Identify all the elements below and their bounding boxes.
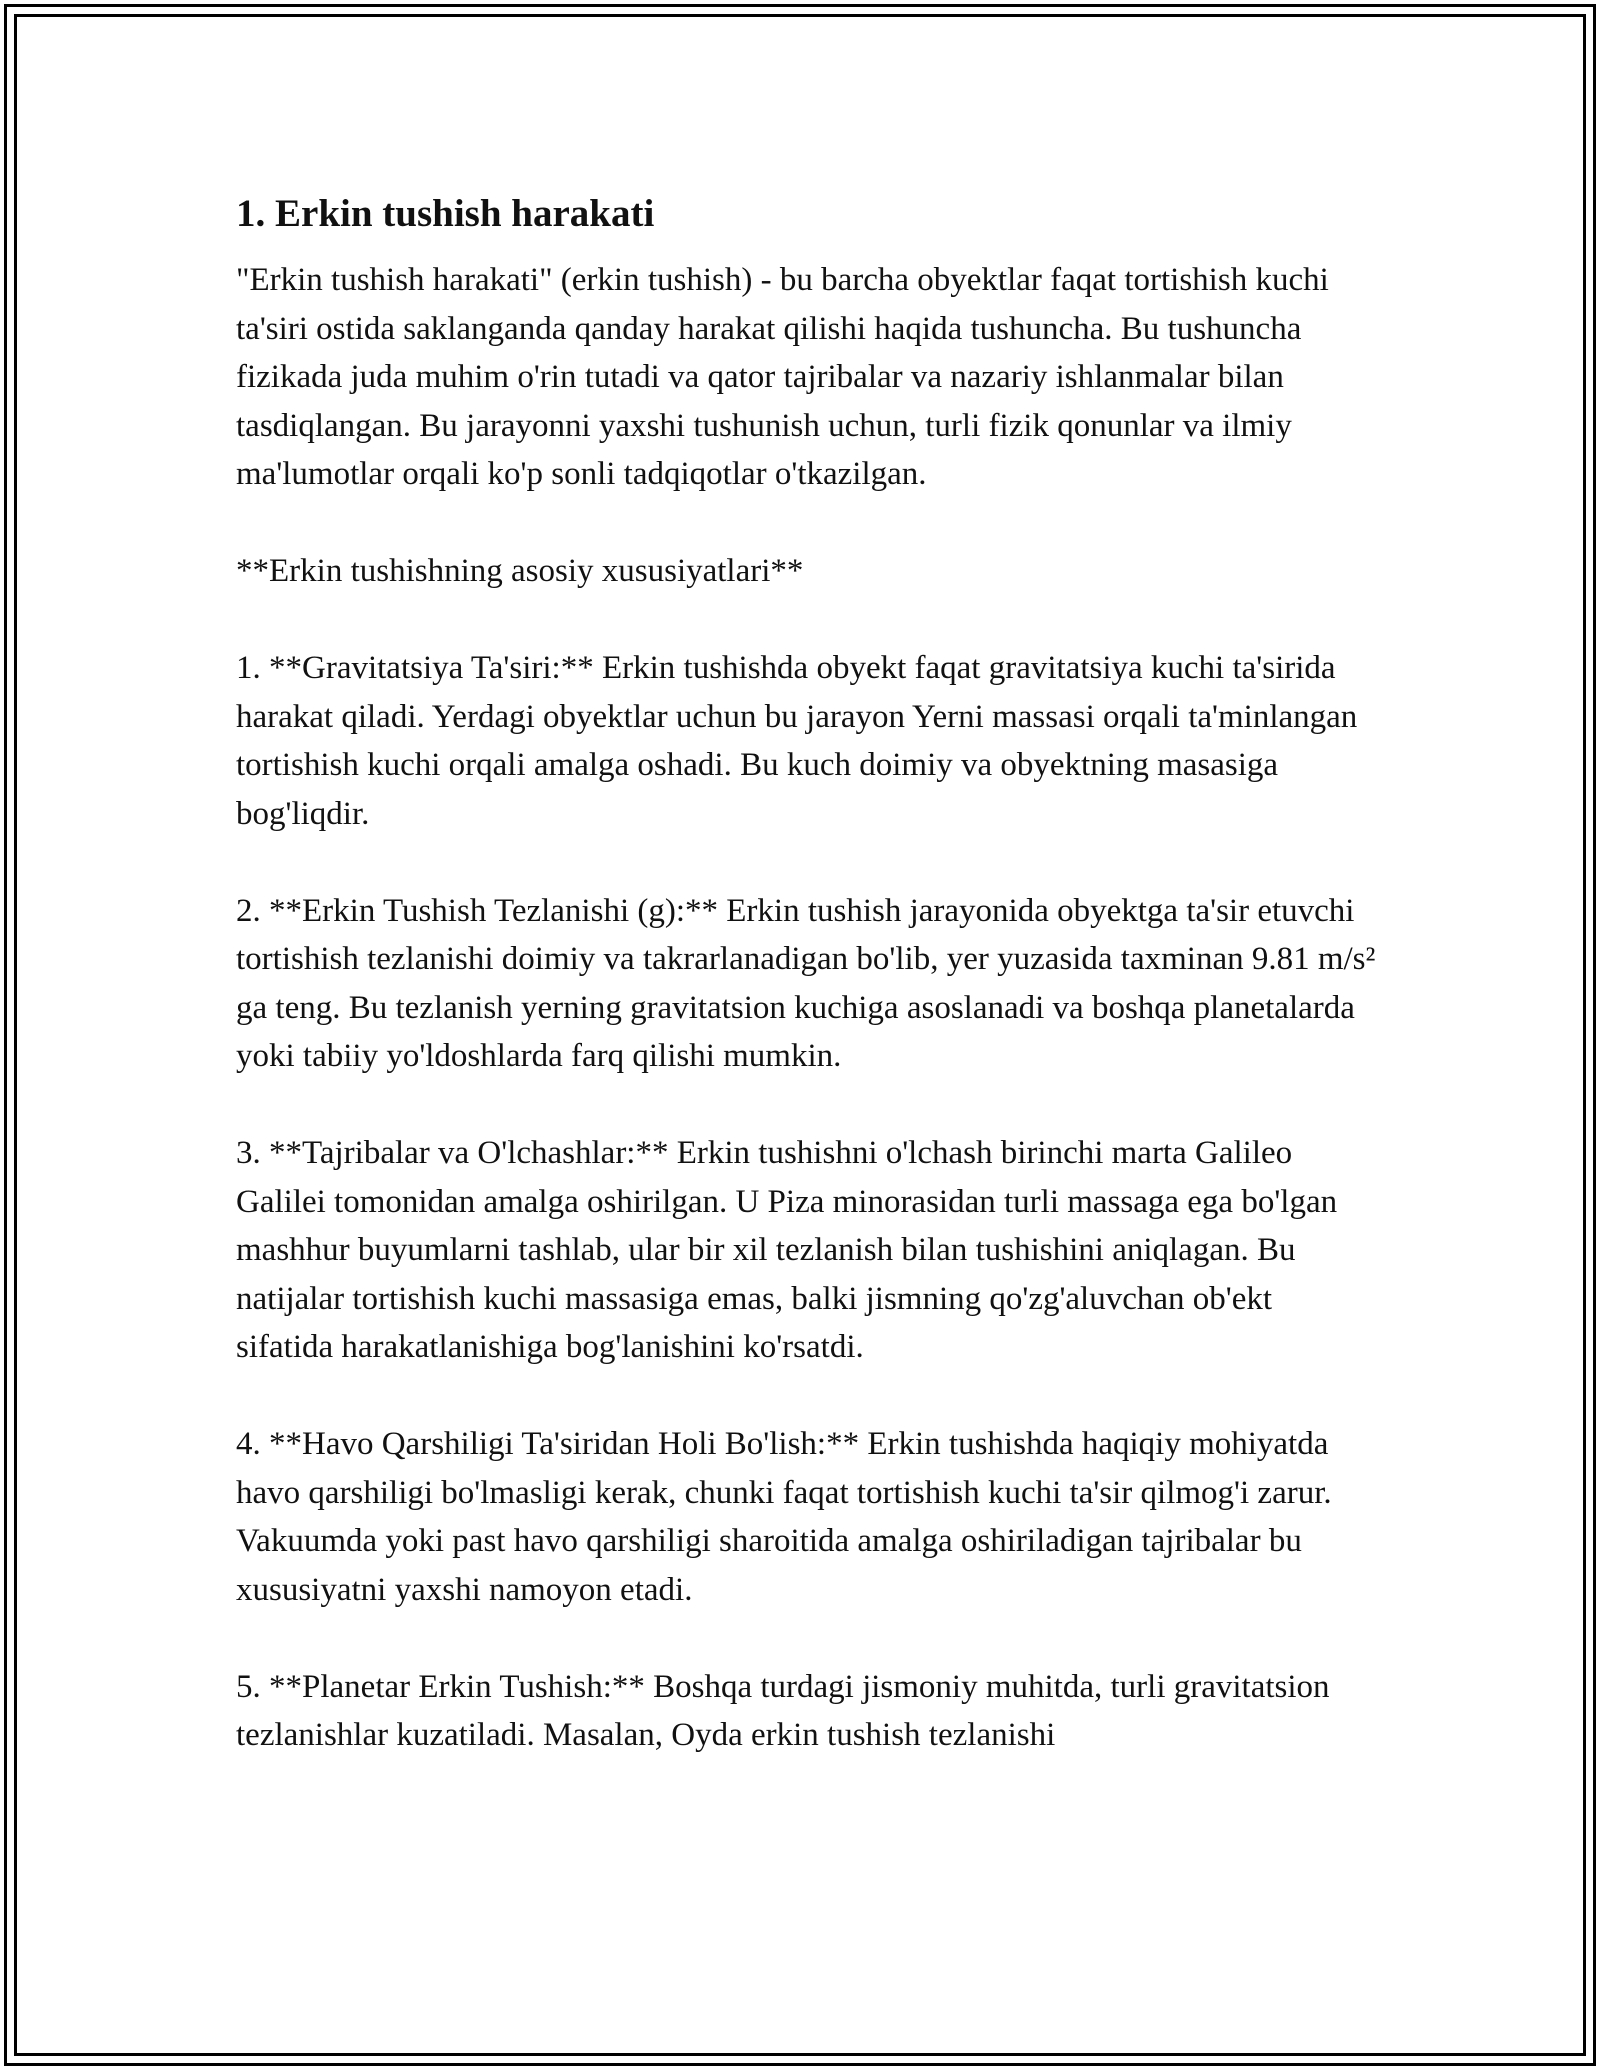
intro-paragraph: "Erkin tushish harakati" (erkin tushish) - bu barcha obyektlar faqat tortishish kuchi ta'siri ostida saklanganda qanday harakat qilishi haqida tushuncha. Bu tushuncha fizikada juda muhim o'rin tutadi va qator tajribalar va nazariy ishlanmalar bilan tasdiqlangan. Bu jarayonni yaxshi tushunish uchun, turli fizik qonunlar va ilmiy ma'lumotlar orqali ko'p sonli tadqiqotlar o'tkazilgan. xyxy=(236,262,1329,492)
list-item-air-resistance: 4. **Havo Qarshiligi Ta'siridan Holi Bo'lish:** Erkin tushishda haqiqiy mohiyatda havo qarshiligi bo'lmasligi kerak, chunki faqat tortishish kuchi ta'sir qilmog'i zarur. Vakuumda yoki past havo qarshiligi sharoitida amalga oshiriladigan tajribalar bu xususiyatni yaxshi namoyon etadi. xyxy=(236,1426,1332,1608)
list-item-planetary: 5. **Planetar Erkin Tushish:** Boshqa turdagi jismoniy muhitda, turli gravitatsion tezlanishlar kuzatiladi. Masalan, Oyda erkin tushish tezlanishi xyxy=(236,1668,1330,1753)
section-heading: **Erkin tushishning asosiy xususiyatlari** xyxy=(236,553,804,589)
list-item-gravity: 1. **Gravitatsiya Ta'siri:** Erkin tushishda obyekt faqat gravitatsiya kuchi ta'sirida harakat qiladi. Yerdagi obyektlar uchun bu jarayon Yerni massasi orqali ta'minlangan tortishish kuchi orqali amalga oshadi. Bu kuch doimiy va obyektning masasiga bog'liqdir. xyxy=(236,650,1358,832)
document-page xyxy=(236,184,1376,1760)
document-title: 1. Erkin tushish harakati xyxy=(236,192,655,235)
list-item-experiments: 3. **Tajribalar va O'lchashlar:** Erkin tushishni o'lchash birinchi marta Galileo Galilei tomonidan amalga oshirilgan. U Piza minorasidan turli massaga ega bo'lgan mashhur buyumlarni tashlab, ular bir xil tezlanish bilan tushishini aniqlagan. Bu natijalar tortishish kuchi massasiga emas, balki jismning qo'zg'aluvchan ob'ekt sifatida harakatlanishiga bog'lanishini ko'rsatdi. xyxy=(236,1135,1338,1365)
list-item-acceleration: 2. **Erkin Tushish Tezlanishi (g):** Erkin tushish jarayonida obyektga ta'sir etuvchi tortishish tezlanishi doimiy va takrarlanadigan bo'lib, yer yuzasida taxminan 9.81 m/s² ga teng. Bu tezlanish yerning gravitatsion kuchiga asoslanadi va boshqa planetalarda yoki tabiiy yo'ldoshlarda farq qilishi mumkin. xyxy=(236,892,1376,1074)
